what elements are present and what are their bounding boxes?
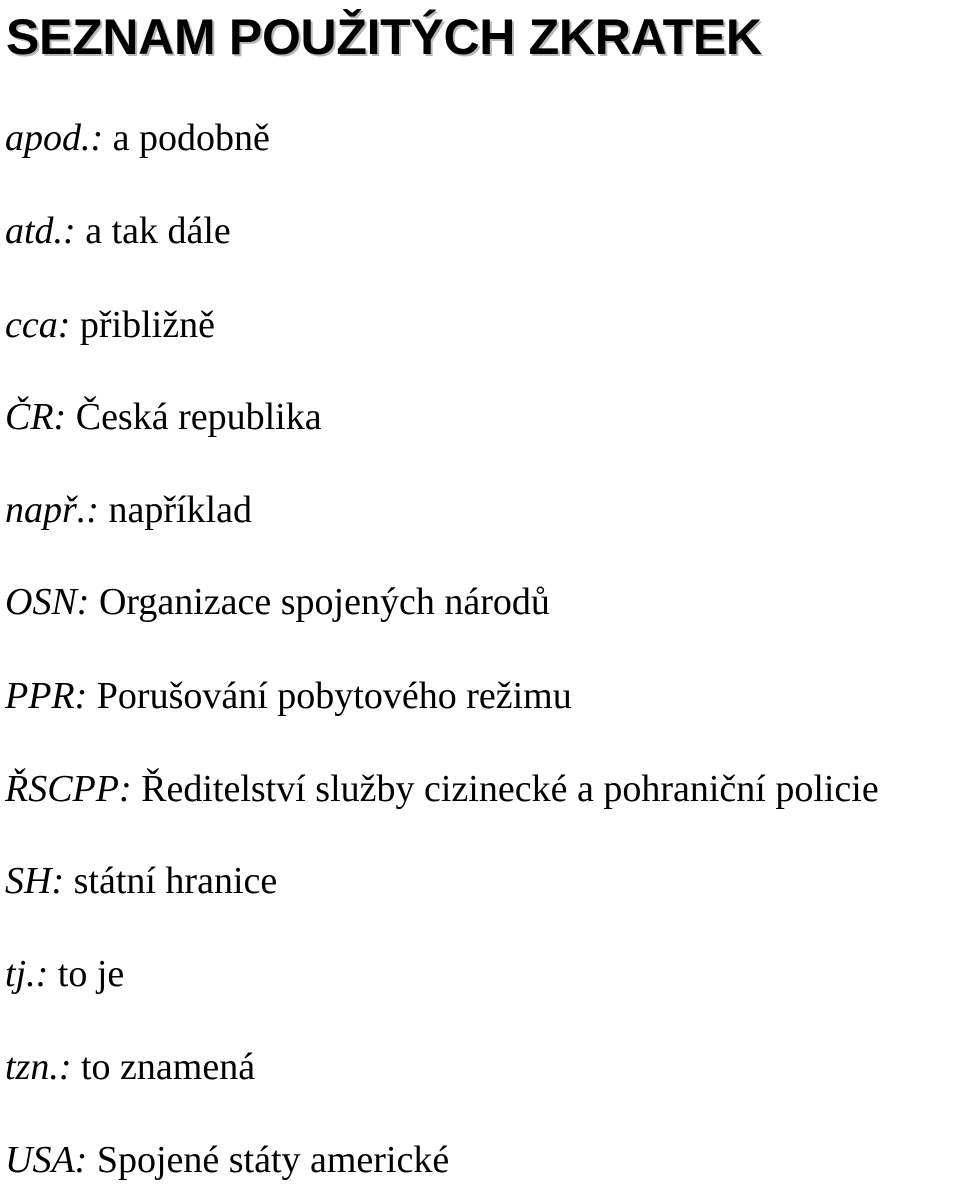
abbreviation-term: USA: <box>5 1139 88 1181</box>
abbreviation-meaning: a tak dále <box>85 210 231 252</box>
abbreviation-meaning: přibližně <box>79 304 215 346</box>
abbreviation-meaning: Porušování pobytového režimu <box>96 675 572 717</box>
abbreviation-meaning: například <box>108 489 252 531</box>
page-title: SEZNAM POUŽITÝCH ZKRATEK <box>6 9 762 65</box>
abbreviation-entry <box>5 672 572 720</box>
abbreviation-term: ČR: <box>5 396 67 438</box>
abbreviation-meaning: Spojené státy americké <box>96 1139 450 1181</box>
abbreviation-term: tzn.: <box>5 1046 72 1088</box>
abbreviation-entry <box>5 578 550 626</box>
abbreviation-entry <box>5 950 124 998</box>
abbreviation-term: apod.: <box>5 117 104 159</box>
abbreviation-term: tj.: <box>5 953 49 995</box>
abbreviation-entry <box>5 857 277 905</box>
abbreviation-entry <box>5 301 215 349</box>
abbreviation-entry <box>5 1043 255 1091</box>
abbreviation-meaning: Česká republika <box>75 396 322 438</box>
abbreviation-meaning: a podobně <box>112 117 270 159</box>
abbreviation-meaning: Ředitelství služby cizinecké a pohraniční policie <box>141 768 879 810</box>
abbreviation-term: OSN: <box>5 581 90 623</box>
abbreviation-entry <box>5 1136 449 1184</box>
abbreviation-term: ŘSCPP: <box>5 768 132 810</box>
abbreviation-meaning: to je <box>57 953 125 995</box>
abbreviation-term: SH: <box>5 860 65 902</box>
abbreviation-entry <box>5 393 322 441</box>
abbreviation-meaning: Organizace spojených národů <box>98 581 550 623</box>
abbreviation-entry <box>5 114 270 162</box>
abbreviation-meaning: státní hranice <box>73 860 278 902</box>
abbreviation-term: cca: <box>5 304 71 346</box>
abbreviation-term: atd.: <box>5 210 76 252</box>
abbreviation-meaning: to znamená <box>81 1046 256 1088</box>
abbreviation-entry <box>5 486 252 534</box>
abbreviation-term: např.: <box>5 489 99 531</box>
abbreviation-term: PPR: <box>5 675 88 717</box>
abbreviation-entry <box>5 207 231 255</box>
abbreviation-entry <box>5 765 879 813</box>
